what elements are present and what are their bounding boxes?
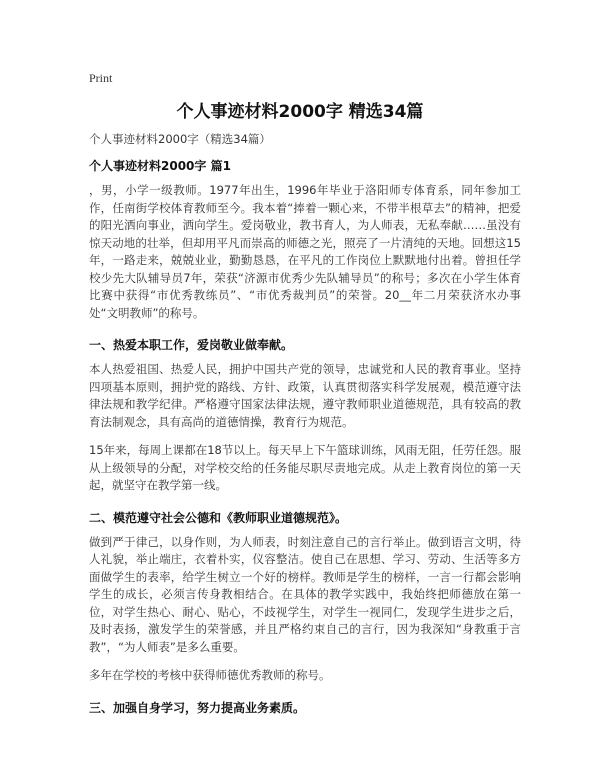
section-2-paragraph-2: 多年在学校的考核中获得师德优秀教师的称号。 xyxy=(89,668,331,682)
section-heading-3: 三、加强自身学习，努力提高业务素质。 xyxy=(89,700,306,715)
article-heading: 个人事迹材料2000字 篇1 xyxy=(89,159,231,173)
document-body xyxy=(89,131,521,724)
print-link[interactable]: Print xyxy=(89,71,113,85)
document-subtitle: 个人事迹材料2000字（精选34篇） xyxy=(89,132,271,146)
section-2-paragraph-1: 做到严于律己，以身作则，为人师表，时刻注意自己的言行举止。做到语言文明，待人礼貌，举止端庄，衣着朴实，仪容整洁。使自己在思想、学习、劳动、生活等多方面做学生的表率，给学生树立一个好的榜样。教师是学生的榜样，一言一行都会影响学生的成长，必须言传身教相结合。在具体的教学实践中，我始终把师德放在第一位，对学生热心、耐心、贴心，不歧视学生，对学生一视同仁，发现学生进步之后，及时表扬，激发学生的荣誉感，并且严格约束自己的言行，因为我深知“身教重于言教”，“为人师表”是多么重要。 xyxy=(89,534,521,654)
document-title: 个人事迹材料2000字 精选34篇 xyxy=(176,102,424,122)
section-heading-1: 一、热爱本职工作，爱岗敬业做奉献。 xyxy=(89,338,294,352)
section-1-paragraph-2: 15年来，每周上课都在18节以上。每天早上下午篮球训练，风雨无阻，任劳任怨。服从上级领导的分配，对学校交给的任务能尽职尽责地完成。从走上教育岗位的第一天起，就坚守在教学第一线。 xyxy=(89,443,521,492)
section-heading-2: 二、模范遵守社会公德和《教师职业道德规范》。 xyxy=(89,510,348,525)
intro-paragraph: ，男，小学一级教师。1977年出生，1996年毕业于洛阳师专体育系，同年参加工作，任南街学校体育教师至今。我本着“捧着一颗心来，不带半根草去”的精神，把爱的阳光洒向事业，洒向学生。爱岗敬业，教书育人，为人师表，无私奉献……虽没有惊天动地的壮举，但却用平凡而崇高的师德之光，照亮了一片清纯的天地。回想这15年，一路走来，兢兢业业，勤勤恳恳，在平凡的工作岗位上默默地付出着。曾担任学校少先大队辅导员7年，荣获“济源市优秀少先队辅导员”的称号；多次在小学生体育比赛中获得“市优秀教练员”、“市优秀裁判员”的荣誉。20__年二月荣获济水办事处“文明教师”的称号。 xyxy=(89,183,521,320)
section-1-paragraph-1: 本人热爱祖国、热爱人民，拥护中国共产党的领导，忠诚党和人民的教育事业。坚持四项基本原则，拥护党的路线、方针、政策，认真贯彻落实科学发展观，模范遵守法律法规和教学纪律。严格遵守国家法律法规，遵守教师职业道德规范，具有较高的教育法制观念，具有高尚的道德情操，教育行为规范。 xyxy=(89,362,521,429)
